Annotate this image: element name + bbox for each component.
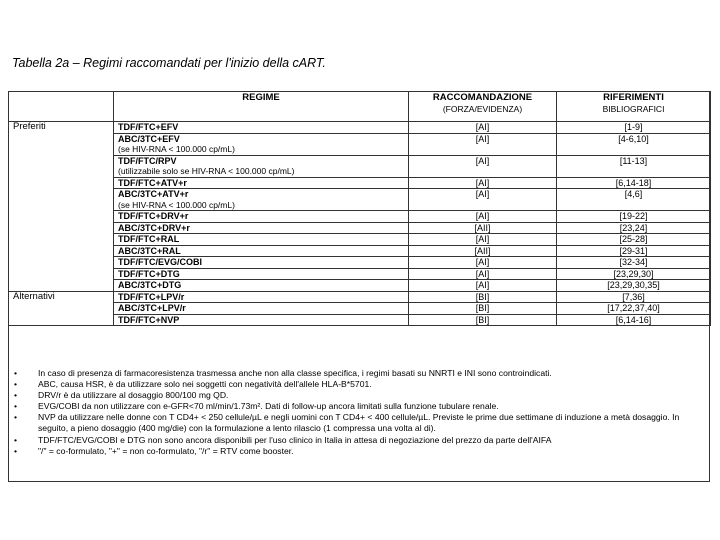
footnote-text: TDF/FTC/EVG/COBI e DTG non sono ancora disponibili per l'uso clinico in Italia in attesa di negoziazione del prezzo da parte dell'AIFA — [38, 434, 552, 445]
table-row — [9, 234, 711, 246]
footnote-text: ABC, causa HSR, è da utilizzare solo nei soggetti con negatività dell'allele HLA-B*5701. — [38, 379, 372, 390]
regime-note: (se HIV-RNA < 100.000 cp/mL) — [118, 199, 235, 210]
table-row — [9, 245, 711, 257]
table-row — [9, 257, 711, 269]
regime-cell: TDF/FTC/EVG/COBI — [114, 257, 409, 269]
regime-cell: TDF/FTC+ATV+r — [114, 177, 409, 189]
refs-cell: [23,29,30] — [557, 268, 711, 280]
refs-cell: [32-34] — [557, 257, 711, 269]
footnote-item — [14, 401, 704, 412]
rec-cell: [AII] — [409, 222, 557, 234]
footnote-item — [14, 390, 704, 401]
refs-cell: [11-13] — [557, 155, 711, 177]
rec-cell: [AI] — [409, 280, 557, 292]
bullet-icon: • — [14, 445, 18, 456]
footnote-text: NVP da utilizzare nelle donne con T CD4+ < 250 cellule/µL e negli uomini con T CD4+ < 400 cellule/µL. Previste le prime due settimane di induzione a metà dosaggio. In seguito, a pieno dosaggio (400 mg/die) con la formulazione a lento rilascio (1 compressa una volta al di). — [38, 412, 680, 434]
regime-cell: ABC/3TC+DRV+r — [114, 222, 409, 234]
table-row — [9, 177, 711, 189]
table-row — [9, 211, 711, 223]
footnote-item — [14, 412, 704, 434]
bullet-icon: • — [14, 401, 18, 412]
rec-cell: [AI] — [409, 133, 557, 155]
table-row — [9, 291, 711, 303]
header-row — [9, 92, 711, 122]
footnote-item — [14, 368, 704, 379]
refs-cell: [4,6] — [557, 189, 711, 211]
table-row — [9, 314, 711, 326]
regime-cell: ABC/3TC+EFV (se HIV-RNA < 100.000 cp/mL) — [114, 133, 409, 155]
regime-note: (utilizzabile solo se HIV-RNA < 100.000 cp/mL) — [118, 166, 295, 176]
regime-cell: TDF/FTC+DRV+r — [114, 211, 409, 223]
footnote-item — [14, 446, 704, 457]
bullet-icon: • — [14, 412, 18, 423]
refs-cell: [29-31] — [557, 245, 711, 257]
regime-cell: TDF/FTC+EFV — [114, 122, 409, 134]
regime-cell: ABC/3TC+RAL — [114, 245, 409, 257]
refs-cell: [17,22,37,40] — [557, 303, 711, 315]
bullet-icon: • — [14, 434, 18, 445]
header-riferimenti-sub: BIBLIOGRAFICI — [602, 103, 665, 114]
footnote-text: DRV/r è da utilizzare al dosaggio 800/100 mg QD. — [38, 390, 229, 401]
rec-cell: [BI] — [409, 303, 557, 315]
table-title: Tabella 2a – Regimi raccomandati per l'inizio della cART. — [12, 56, 326, 70]
regime-cell: TDF/FTC+LPV/r — [114, 291, 409, 303]
table-row — [9, 280, 711, 292]
rec-cell: [AI] — [409, 155, 557, 177]
table-row — [9, 133, 711, 155]
refs-cell: [23,24] — [557, 222, 711, 234]
refs-cell: [23,29,30,35] — [557, 280, 711, 292]
footnote-item — [14, 379, 704, 390]
footnote-text: EVG/COBI da non utilizzare con e-GFR<70 ml/min/1.73m². Dati di follow-up ancora limitati sulla funzione tubulare renale. — [38, 401, 499, 412]
regime-cell: TDF/FTC/RPV (utilizzabile solo se HIV-RNA < 100.000 cp/mL) — [114, 155, 409, 177]
regime-cell: ABC/3TC+LPV/r — [114, 303, 409, 315]
refs-cell: [6,14-16] — [557, 314, 711, 326]
regime-cell: ABC/3TC+ATV+r (se HIV-RNA < 100.000 cp/mL) — [114, 189, 409, 211]
refs-cell: [19-22] — [557, 211, 711, 223]
group-label-preferiti: Preferiti — [9, 122, 114, 292]
table-row — [9, 189, 711, 211]
regime-cell: TDF/FTC+DTG — [114, 268, 409, 280]
refs-cell: [25-28] — [557, 234, 711, 246]
footnote-item — [14, 435, 704, 446]
bullet-icon: • — [14, 379, 18, 390]
refs-cell: [4-6,10] — [557, 133, 711, 155]
regime-cell: ABC/3TC+DTG — [114, 280, 409, 292]
footnote-text: In caso di presenza di farmacoresistenza trasmessa anche non alla classe specifica, i regimi basati su NNRTI e INI sono controindicati. — [38, 368, 552, 378]
regime-cell: TDF/FTC+RAL — [114, 234, 409, 246]
refs-cell: [7,36] — [557, 291, 711, 303]
table-row — [9, 303, 711, 315]
regime-cell: TDF/FTC+NVP — [114, 314, 409, 326]
rec-cell: [AI] — [409, 177, 557, 189]
footnote-text: "/" = co-formulato, "+" = non co-formulato, "/r" = RTV come booster. — [38, 445, 294, 456]
refs-cell: [1-9] — [557, 122, 711, 134]
rec-cell: [BI] — [409, 314, 557, 326]
rec-cell: [AI] — [409, 257, 557, 269]
rec-cell: [AII] — [409, 245, 557, 257]
table-row — [9, 222, 711, 234]
header-empty — [9, 92, 114, 122]
header-regime: REGIME — [114, 92, 409, 122]
header-riferimenti: RIFERIMENTI BIBLIOGRAFICI — [557, 92, 711, 122]
table-row — [9, 122, 711, 134]
rec-cell: [AI] — [409, 122, 557, 134]
table-row — [9, 268, 711, 280]
regime-note: (se HIV-RNA < 100.000 cp/mL) — [118, 144, 235, 154]
bullet-icon: • — [14, 368, 18, 378]
rec-cell: [AI] — [409, 189, 557, 211]
regimens-table — [8, 91, 711, 326]
table-row — [9, 155, 711, 177]
group-label-alternativi: Alternativi — [9, 291, 114, 326]
header-raccomandazione-sub: (FORZA/EVIDENZA) — [442, 103, 523, 114]
rec-cell: [AI] — [409, 234, 557, 246]
bullet-icon: • — [14, 390, 18, 401]
header-raccomandazione: RACCOMANDAZIONE (FORZA/EVIDENZA) — [409, 92, 557, 122]
rec-cell: [AI] — [409, 268, 557, 280]
rec-cell: [BI] — [409, 291, 557, 303]
footnotes — [14, 368, 704, 457]
rec-cell: [AI] — [409, 211, 557, 223]
refs-cell: [6,14-18] — [557, 177, 711, 189]
